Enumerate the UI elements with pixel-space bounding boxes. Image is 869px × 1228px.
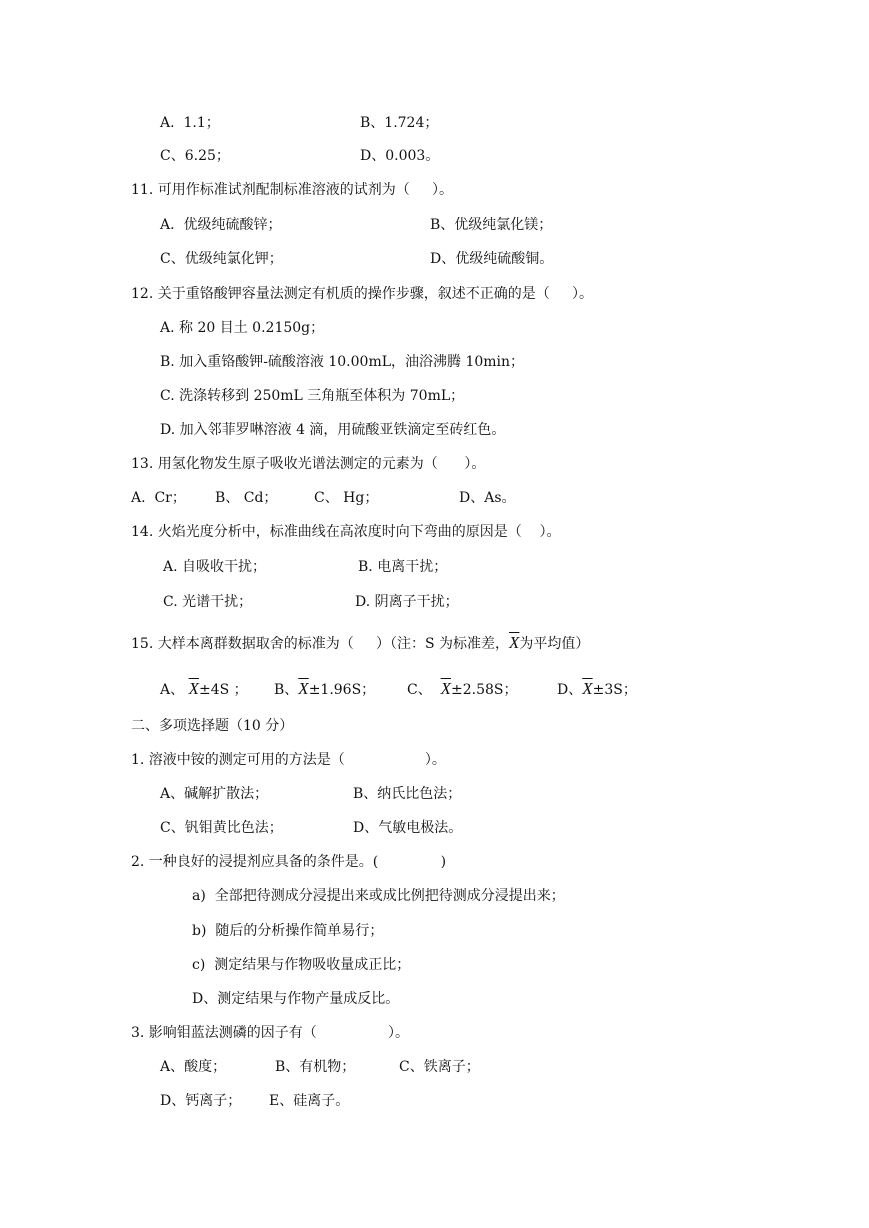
m3-stem: 3. 影响钼蓝法测磷的因子有（ ）。 (131, 1025, 410, 1041)
q10-option-b: B、1.724； (360, 115, 439, 131)
q15-option-a: A、 $\overline{X}\pm 4S$ ； (160, 679, 248, 698)
q11-option-a: A. 优级纯硫酸锌； (160, 217, 282, 233)
q15-option-d: D、$\overline{X}\pm 3S$； (557, 679, 637, 698)
m1-option-c: C、钒钼黄比色法； (160, 820, 283, 836)
q11-option-c: C、优级纯氯化钾； (160, 251, 283, 267)
q12-option-d: D. 加入邻菲罗啉溶液 4 滴，用硫酸亚铁滴定至砖红色。 (160, 422, 506, 438)
x-bar-symbol: $\overline{X}$ (298, 679, 309, 698)
q13-stem: 13. 用氢化物发生原子吸收光谱法测定的元素为（ ）。 (131, 456, 486, 472)
q13-option-b: B、 Cd； (215, 490, 278, 506)
x-bar-symbol: $\overline{X}$ (440, 679, 452, 698)
q12-option-a: A. 称 20 目土 0.2150g； (160, 320, 325, 336)
q14-option-b: B. 电离干扰； (358, 559, 448, 575)
q11-option-d: D、优级纯硫酸铜。 (430, 251, 554, 267)
q12-option-c: C. 洗涤转移到 250mL 三角瓶至体积为 70mL； (160, 388, 465, 404)
section-heading-multiple-choice: 二、多项选择题（10 分） (131, 718, 294, 734)
q13-option-a: A. Cr； (131, 490, 186, 506)
q14-stem: 14. 火焰光度分析中，标准曲线在高浓度时向下弯曲的原因是（ ）。 (131, 524, 561, 540)
x-bar-symbol: $\overline{X}$ (509, 633, 520, 652)
q13-option-c: C、 Hg； (314, 490, 379, 506)
q15-stem: 15. 大样本离群数据取舍的标准为（ ）（注：S 为标准差，$\overline{X}$为平均值） (131, 633, 590, 652)
m2-option-c: c) 测定结果与作物吸收量成正比； (192, 957, 411, 973)
m1-option-a: A、碱解扩散法； (160, 786, 269, 802)
m1-stem: 1. 溶液中铵的测定可用的方法是（ ）。 (131, 752, 446, 768)
m3-option-c: C、铁离子； (399, 1059, 480, 1075)
q14-option-d: D. 阴离子干扰； (355, 594, 459, 610)
x-bar-symbol: $\overline{X}$ (188, 679, 199, 698)
q12-option-b: B. 加入重铬酸钾-硫酸溶液 10.00mL，油浴沸腾 10min； (160, 354, 525, 370)
q14-option-c: C. 光谱干扰； (163, 594, 253, 610)
q14-option-a: A. 自吸收干扰； (163, 559, 267, 575)
x-bar-symbol: $\overline{X}$ (582, 679, 593, 698)
m1-option-b: B、纳氏比色法； (353, 786, 462, 802)
m3-option-b: B、有机物； (275, 1059, 356, 1075)
m2-stem: 2. 一种良好的浸提剂应具备的条件是。( ) (131, 854, 447, 870)
q15-option-c: C、 $\overline{X}\pm 2.58S$； (407, 679, 518, 698)
m2-option-a: a) 全部把待测成分浸提出来或成比例把待测成分浸提出来； (192, 888, 565, 904)
m2-option-d: D、测定结果与作物产量成反比。 (192, 991, 400, 1007)
m1-option-d: D、气敏电极法。 (353, 820, 463, 836)
q15-option-b: B、$\overline{X}\pm 1.96S$； (274, 679, 376, 698)
m3-option-e: E、硅离子。 (269, 1093, 350, 1109)
q10-option-c: C、6.25； (160, 148, 230, 164)
m3-option-a: A、酸度； (160, 1059, 227, 1075)
m2-option-b: b) 随后的分析操作简单易行； (192, 923, 384, 939)
q12-stem: 12. 关于重铬酸钾容量法测定有机质的操作步骤，叙述不正确的是（ ）。 (131, 286, 593, 302)
q11-option-b: B、优级纯氯化镁； (430, 217, 553, 233)
q13-option-d: D、As。 (459, 490, 516, 506)
q11-stem: 11. 可用作标准试剂配制标准溶液的试剂为（ ）。 (131, 182, 453, 198)
q10-option-a: A. 1.1； (160, 115, 220, 131)
q10-option-d: D、0.003。 (360, 148, 440, 164)
m3-option-d: D、钙离子； (160, 1093, 242, 1109)
